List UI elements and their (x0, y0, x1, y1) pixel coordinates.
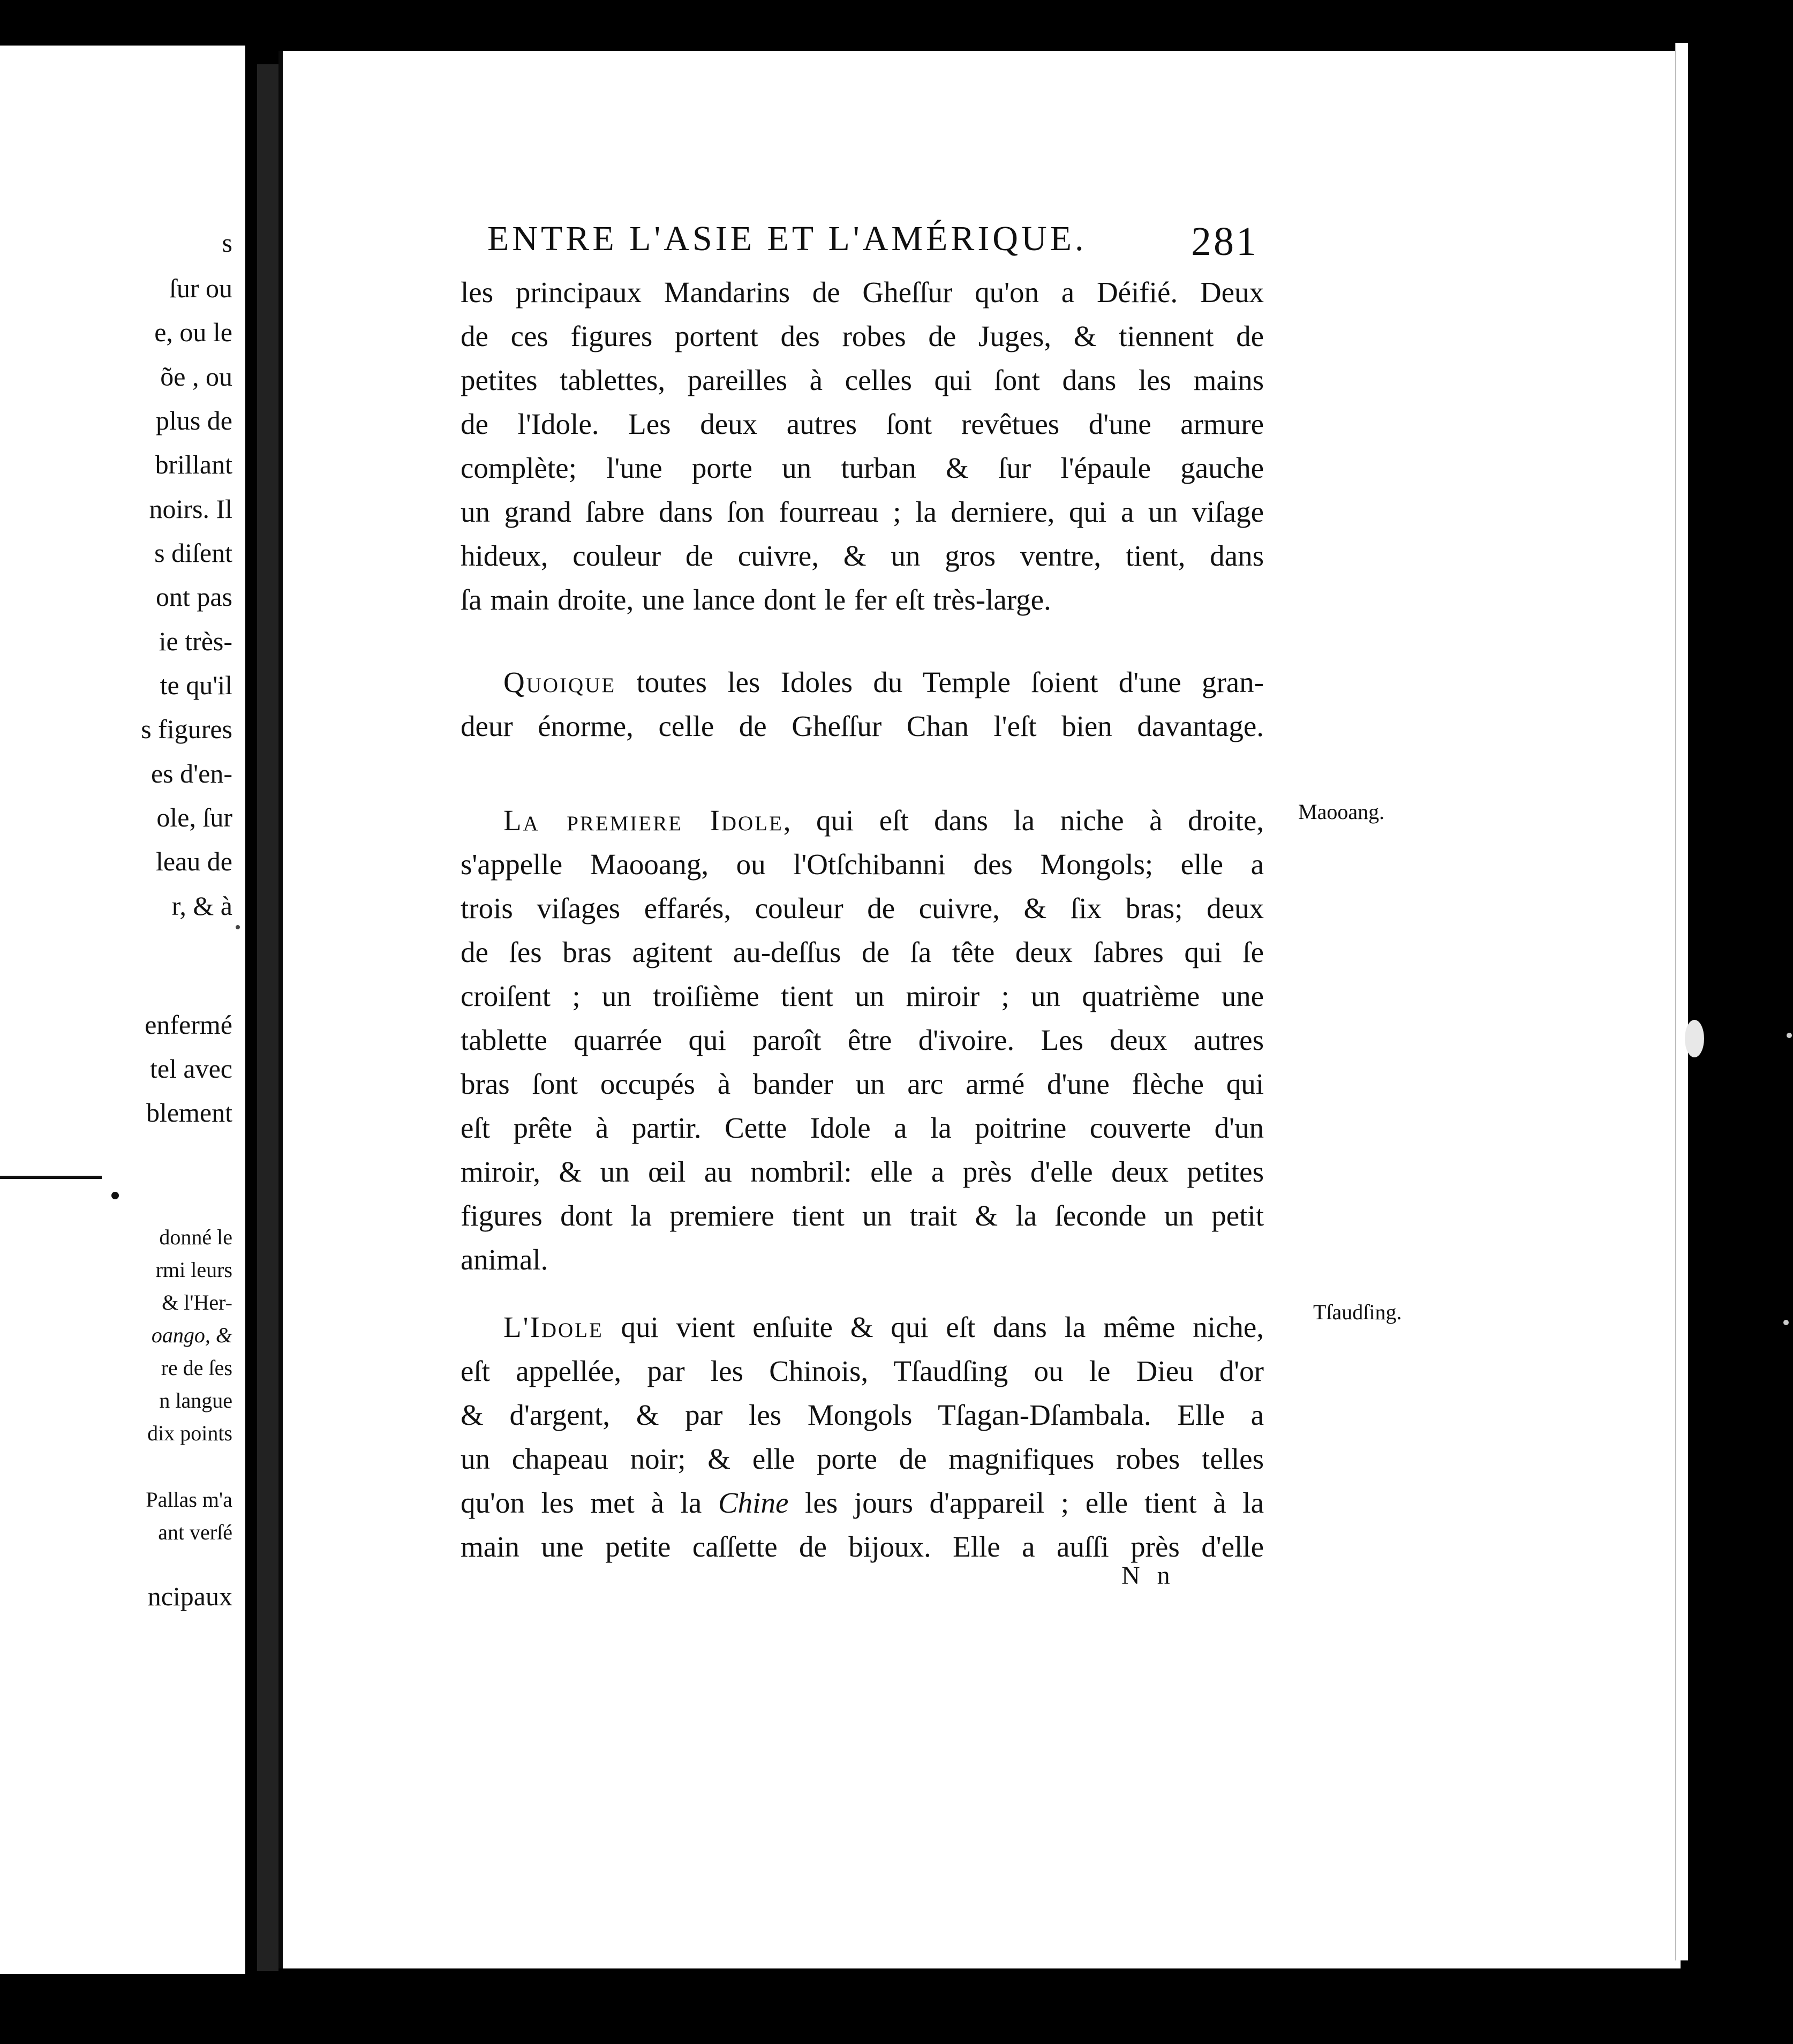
body-line (461, 1488, 1264, 1517)
body-line: bras ſont occupés à bander un arc armé d'une flèche qui (461, 1068, 1264, 1100)
left-page-line: blement (146, 1098, 232, 1128)
left-page-line: r, & à (171, 891, 232, 921)
italic-word: Chine (718, 1486, 789, 1519)
left-footnote-line: dix points (147, 1421, 232, 1445)
body-line-segment: qu'on les met à la (461, 1486, 718, 1519)
footnote-rule (0, 1176, 102, 1179)
body-line: miroir, & un œil au nombril: elle a près d'elle deux petites (461, 1155, 1264, 1188)
left-footnote-line: rmi leurs (155, 1258, 232, 1282)
left-footnote-line: donné le (159, 1225, 232, 1249)
paragraph-line-rest: , qui eſt dans la niche à droite, (783, 804, 1264, 837)
left-page-line: ſur ou (169, 273, 232, 303)
body-line: s'appelle Maooang, ou l'Otſchibanni des Mongols; elle a (461, 848, 1264, 881)
paragraph-opening-line (503, 1312, 1264, 1342)
paragraph-line-rest: qui vient enſuite & qui eſt dans la même niche, (603, 1311, 1264, 1343)
body-line: petites tablettes, pareilles à celles qui ſont dans les mains (461, 364, 1264, 396)
footnote-dot (111, 1192, 119, 1199)
page-edge (1675, 43, 1688, 1960)
left-page-line: ont pas (155, 582, 232, 612)
left-footnote-line: n langue (159, 1388, 232, 1412)
edge-speck (1783, 1320, 1789, 1325)
left-page-line: noirs. Il (149, 494, 232, 524)
body-line: complète; l'une porte un turban & ſur l'épaule gauche (461, 452, 1264, 484)
body-line: main une petite caſſette de bijoux. Elle a auſſi près d'elle (461, 1530, 1264, 1563)
paragraph-lead-word: L'Idole (503, 1311, 604, 1343)
paragraph-lead-word: La premiere Idole (503, 804, 784, 837)
body-line: tablette quarrée qui paroît être d'ivoire. Les deux autres (461, 1024, 1264, 1056)
left-page-line: plus de (155, 405, 232, 435)
body-line: figures dont la premiere tient un trait & la ſeconde un petit (461, 1199, 1264, 1232)
body-line: & d'argent, & par les Mongols Tſagan-Dſambala. Elle a (461, 1399, 1264, 1431)
margin-note-tsaudsing: Tſaudſing. (1313, 1300, 1402, 1324)
body-line: croiſent ; un troiſième tient un miroir ; un quatrième une (461, 980, 1264, 1012)
left-footnote-line: ant verſé (158, 1520, 232, 1544)
body-line: de ſes bras agitent au-deſſus de ſa tête deux ſabres qui ſe (461, 936, 1264, 968)
left-page-line: s figures (141, 714, 232, 744)
left-page-line: ole, ſur (156, 802, 232, 832)
body-line: eſt appellée, par les Chinois, Tſaudſing ou le Dieu d'or (461, 1355, 1264, 1387)
left-facing-page (0, 46, 245, 1974)
left-page-line: e, ou le (154, 317, 232, 347)
left-page-line: s diſent (154, 538, 232, 568)
page-number: 281 (1191, 219, 1259, 264)
body-line: un chapeau noir; & elle porte de magnifiques robes telles (461, 1442, 1264, 1475)
paragraph-opening-line (503, 806, 1264, 835)
left-page-line: s (222, 228, 232, 258)
body-line: eſt prête à partir. Cette Idole a la poitrine couverte d'un (461, 1111, 1264, 1144)
margin-speck (236, 925, 240, 929)
left-page-line: es d'en- (150, 758, 232, 788)
body-line-segment: les jours d'appareil ; elle tient à la (788, 1486, 1264, 1519)
body-line: hideux, couleur de cuivre, & un gros ventre, tient, dans (461, 539, 1264, 572)
running-head (487, 219, 1259, 264)
body-line: animal. (461, 1243, 548, 1276)
left-page-line: ncipaux (147, 1581, 232, 1611)
left-footnote-line: oango, & (151, 1323, 232, 1347)
left-page-line: tel avec (149, 1054, 232, 1084)
left-footnote-line: Pallas m'a (146, 1487, 232, 1512)
body-line: de l'Idole. Les deux autres ſont revêtues d'une armure (461, 408, 1264, 440)
edge-speck (1787, 1033, 1792, 1038)
paragraph-lead-word: Quoique (503, 666, 616, 698)
paragraph-line-rest: toutes les Idoles du Temple ſoient d'une gran- (616, 666, 1264, 698)
body-line: un grand ſabre dans ſon fourreau ; la derniere, qui a un viſage (461, 495, 1264, 528)
body-line: de ces figures portent des robes de Juges, & tiennent de (461, 320, 1264, 352)
margin-note-maooang: Maooang. (1298, 800, 1385, 824)
running-head-title: ENTRE L'ASIE ET L'AMÉRIQUE. (487, 219, 1087, 258)
binding-gutter (257, 64, 278, 1971)
left-page-line: õe , ou (160, 362, 232, 392)
body-line: ſa main droite, une lance dont le fer eſt très-large. (461, 583, 1051, 616)
left-page-line: brillant (155, 449, 232, 479)
left-footnote-line: re de ſes (161, 1356, 232, 1380)
left-footnote-line: & l'Her- (162, 1290, 232, 1314)
body-line: deur énorme, celle de Gheſſur Chan l'eſt bien davantage. (461, 710, 1264, 742)
left-page-line: leau de (156, 846, 232, 876)
signature-mark: N n (1121, 1561, 1176, 1590)
left-page-line: enfermé (145, 1010, 232, 1040)
body-line: les principaux Mandarins de Gheſſur qu'on a Déifié. Deux (461, 276, 1264, 309)
page-edge-tab (1685, 1020, 1704, 1057)
paragraph-opening-line (503, 667, 1264, 697)
left-page-line: te qu'il (160, 670, 232, 700)
left-page-line: ie très- (159, 626, 232, 656)
body-line: trois viſages effarés, couleur de cuivre, & ſix bras; deux (461, 892, 1264, 925)
